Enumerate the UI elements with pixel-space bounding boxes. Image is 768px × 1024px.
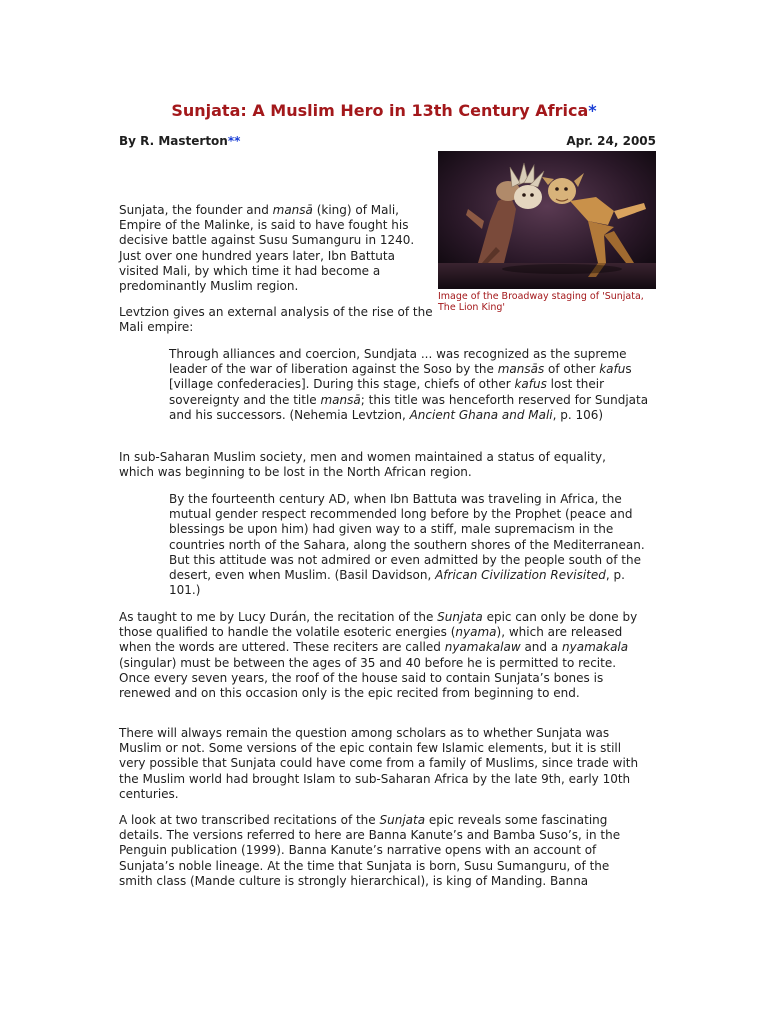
- text-run: , p. 106): [552, 407, 604, 422]
- text-run: of other: [544, 362, 600, 377]
- paragraph-transcriptions: [119, 813, 639, 889]
- byline: [119, 134, 240, 148]
- publish-date: Apr. 24, 2005: [566, 134, 656, 148]
- term-nyamakalaw: nyamakalaw: [444, 640, 521, 655]
- stage-photo: [438, 151, 656, 289]
- text-run: A look at two transcribed recitations of the: [119, 813, 380, 827]
- blockquote-levtzion: [169, 347, 656, 423]
- term-mansa: mansā: [272, 203, 313, 217]
- term-kafus: kafus: [514, 377, 547, 392]
- text-run: As taught to me by Lucy Durán, the recitation of the: [119, 610, 438, 624]
- text-run: By the fourteenth century AD, when Ibn Battuta was traveling in Africa, the mutual gender respect recommended long before by the Prophet (peace and blessings be upon him) had given way to a stiff, male supremacism in the countries north of the Sahara, along the southern shores of the Mediterranean. But this attitude was not admired or even admitted by the people south of the desert, even when Muslim. (Basil Davidson,: [169, 492, 645, 583]
- term-nyama: nyama: [455, 625, 497, 640]
- blockquote-davidson: [169, 492, 656, 598]
- figure: [438, 151, 658, 313]
- term-sunjata: Sunjata: [437, 610, 483, 624]
- text-run: , p. 101.): [169, 568, 625, 598]
- text-run: epic can only be done by those qualified to handle the volatile esoteric energies (: [119, 610, 638, 640]
- text-run: lost their sovereignty and the title: [169, 377, 605, 407]
- text-run: and a: [520, 640, 563, 655]
- term-mansa: mansā: [320, 392, 361, 407]
- paragraph-scholars: There will always remain the question among scholars as to whether Sunjata was Muslim or not. Some versions of the epic contain few Islamic elements, but it is still very possible that Sunjata could have come from a family of Muslims, since trade with the Muslim world had brought Islam to sub-Saharan Africa by the late 9th, early 10th centuries.: [119, 726, 639, 801]
- text-run: ), which are released when the words are uttered. These reciters are called: [119, 625, 623, 655]
- paragraph-equality: In sub-Saharan Muslim society, men and women maintained a status of equality, which was beginning to be lost in the North African region.: [119, 450, 606, 480]
- text-run: (singular) must be between the ages of 35 and 40 before he is permitted to recite. Once every seven years, the roof of the house said to contain Sunjata’s bones is renewed and on this occasion only is the epic recited from beginning to end.: [119, 655, 617, 701]
- author-footnote-link[interactable]: **: [227, 134, 241, 148]
- book-title: African Civilization Revisited: [435, 568, 606, 583]
- article-title: [0, 101, 768, 120]
- book-title: Ancient Ghana and Mali: [409, 407, 553, 422]
- text-run: s [village confederacies]. During this stage, chiefs of other: [169, 362, 632, 392]
- term-sunjata: Sunjata: [379, 813, 426, 827]
- text-run: Sunjata, the founder and: [119, 203, 273, 217]
- title-text: Sunjata: A Muslim Hero in 13th Century Africa: [171, 101, 589, 120]
- text-run: (king) of Mali, Empire of the Malinke, is said to have fought his decisive battle against Susu Sumanguru in 1240. Just over one hundred years later, Ibn Battuta visited Mali, by which time it had become a predominantly Muslim region.: [119, 203, 415, 294]
- text-run: Through alliances and coercion, Sundjata ... was recognized as the supreme leader of the war of liberation against the Soso by the: [169, 347, 627, 377]
- text-run: ; this title was henceforth reserved for Sundjata and his successors. (Nehemia Levtzion,: [169, 392, 649, 422]
- term-nyamakala: nyamakala: [562, 640, 629, 655]
- paragraph-levtzion-intro: Levtzion gives an external analysis of the rise of the Mali empire:: [119, 305, 433, 335]
- term-mansas: mansās: [497, 362, 545, 377]
- paragraph-recitation: [119, 610, 639, 701]
- text-run: epic reveals some fascinating details. The versions referred to here are Banna Kanute’s and Bamba Suso’s, in the Penguin publication (1999). Banna Kanute’s narrative opens with an account of Sunjata’s noble lineage. At the time that Sunjata is born, Susu Sumanguru, of the smith class (Mande culture is strongly hierarchical), is king of Manding. Banna: [119, 813, 621, 888]
- paragraph-intro: [119, 203, 434, 294]
- term-kafu: kafu: [599, 362, 626, 377]
- author: By R. Masterton: [119, 134, 228, 148]
- title-footnote-link[interactable]: *: [588, 101, 597, 120]
- figure-caption: Image of the Broadway staging of 'Sunjata, The Lion King': [438, 291, 644, 313]
